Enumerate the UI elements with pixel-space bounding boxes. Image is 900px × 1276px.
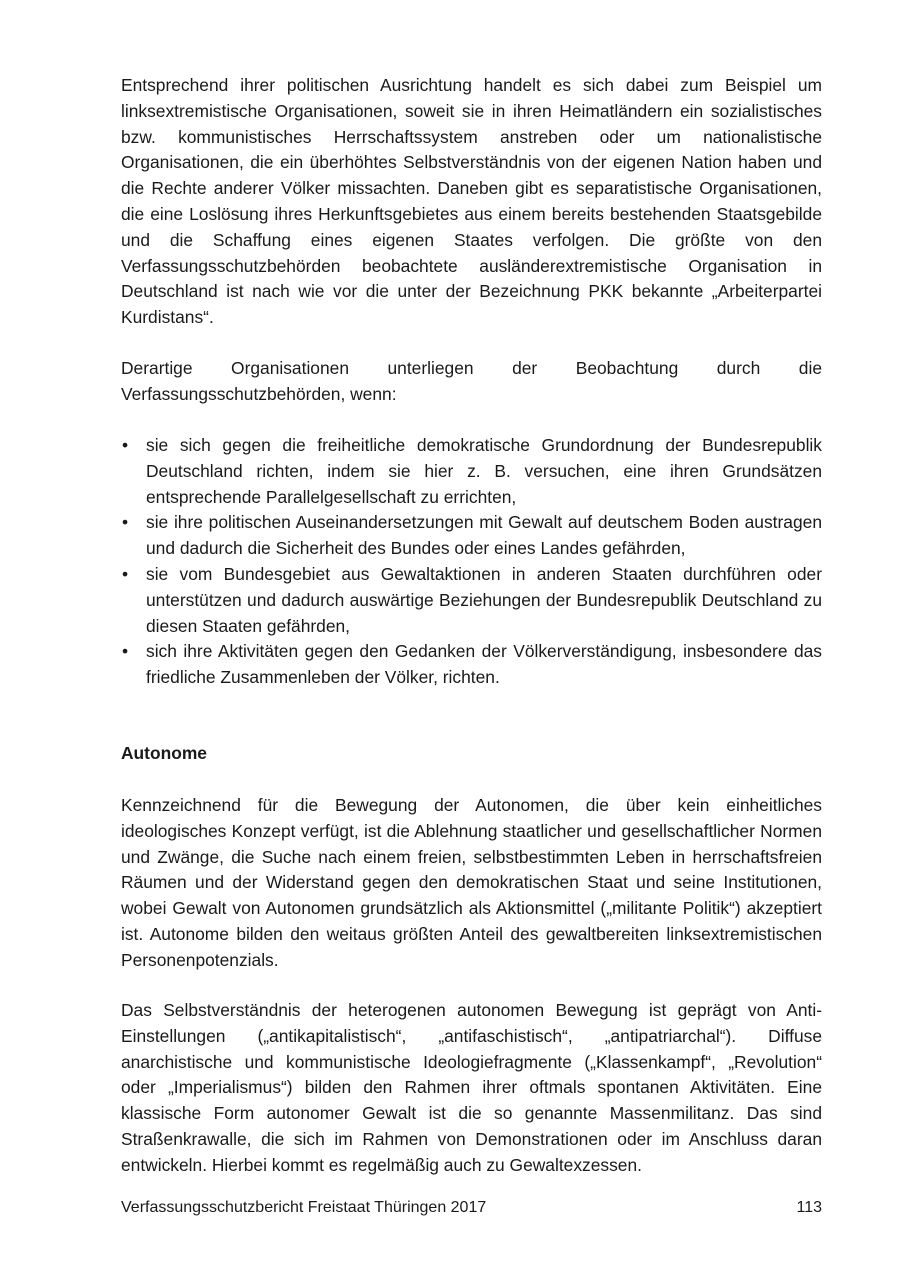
page-number: 113	[796, 1199, 822, 1216]
paragraph-autonome-selbstverstaendnis: Das Selbstverständnis der heterogenen autonomen Bewegung ist geprägt von Anti-Einstellungen („antikapitalistisch“, „antifaschistisch“, „antipatriarchal“). Diffuse anarchistische und kommunistische Ideologiefragmente („Klassenkampf“, „Revolution“ oder „Imperialismus“) bilden den Rahmen ihrer oftmals spontanen Aktivitäten. Eine klassische Form autonomer Gewalt ist die so genannte Massenmilitanz. Das sind Straßenkrawalle, die sich im Rahmen von Demonstrationen oder im Anschluss daran entwickeln. Hierbei kommt es regelmäßig auch zu Gewaltexzessen.	[121, 1000, 822, 1175]
bullet-icon: •	[122, 435, 129, 455]
bullet-icon: •	[122, 512, 129, 533]
list-item	[121, 639, 822, 691]
section-heading: Autonome	[121, 743, 207, 763]
paragraph-beobachtung-intro: Derartige Organisationen unterliegen der Beobachtung durch die Verfassungsschutzbehörden, wenn:	[121, 358, 822, 404]
list-item-text: sie sich gegen die freiheitliche demokratische Grundordnung der Bundesrepublik Deutschland richten, indem sie hier z. B. versuchen, eine ihren Grundsätzen entsprechende Parallelgesellschaft zu errichten,	[146, 435, 822, 507]
footer-publication-title: Verfassungsschutzbericht Freistaat Thüringen 2017	[121, 1199, 487, 1216]
bullet-icon: •	[122, 563, 129, 584]
paragraph-autonome-kennzeichen: Kennzeichnend für die Bewegung der Autonomen, die über kein einheitliches ideologisches Konzept verfügt, ist die Ablehnung staatlicher und gesellschaftlicher Normen und Zwänge, die Suche nach einem freien, selbstbestimmten Leben in herrschaftsfreien Räumen und der Widerstand gegen den demokratischen Staat und seine Institutionen, wobei Gewalt von Autonomen grundsätzlich als Aktionsmittel („militante Politik“) akzeptiert ist. Autonome bilden den weitaus größten Anteil des gewaltbereiten linksextremistischen Personenpotenzials.	[121, 795, 822, 970]
list-item-text: sie vom Bundesgebiet aus Gewaltaktionen in anderen Staaten durchführen oder unterstützen und dadurch auswärtige Beziehungen der Bundesrepublik Deutschland zu diesen Staaten gefährden,	[146, 563, 822, 636]
paragraph-ausrichtung: Entsprechend ihrer politischen Ausrichtung handelt es sich dabei zum Beispiel um linksextremistische Organisationen, soweit sie in ihren Heimatländern ein sozialistisches bzw. kommunistisches Herrschaftssystem anstreben oder um nationalistische Organisationen, die ein überhöhtes Selbstverständnis von der eigenen Nation haben und die Rechte anderer Völker missachten. Daneben gibt es separatistische Organisationen, die eine Loslösung ihres Herkunftsgebietes aus einem bereits bestehenden Staatsgebilde und die Schaffung eines eigenen Staates verfolgen. Die größte von den Verfassungsschutzbehörden beobachtete ausländerextremistische Organisation in Deutschland ist nach wie vor die unter der Bezeichnung PKK bekannte „Arbeiterpartei Kurdistans“.	[121, 75, 822, 328]
list-item-text: sie ihre politischen Auseinandersetzungen mit Gewalt auf deutschem Boden austragen und dadurch die Sicherheit des Bundes oder eines Landes gefährden,	[146, 512, 822, 559]
list-item	[121, 433, 822, 510]
list-item-text: sich ihre Aktivitäten gegen den Gedanken der Völkerverständigung, insbesondere das friedliche Zusammenleben der Völker, richten.	[146, 641, 822, 688]
list-item	[121, 510, 822, 562]
list-item	[121, 562, 822, 639]
bullet-icon: •	[122, 641, 129, 662]
criteria-list	[121, 433, 822, 691]
